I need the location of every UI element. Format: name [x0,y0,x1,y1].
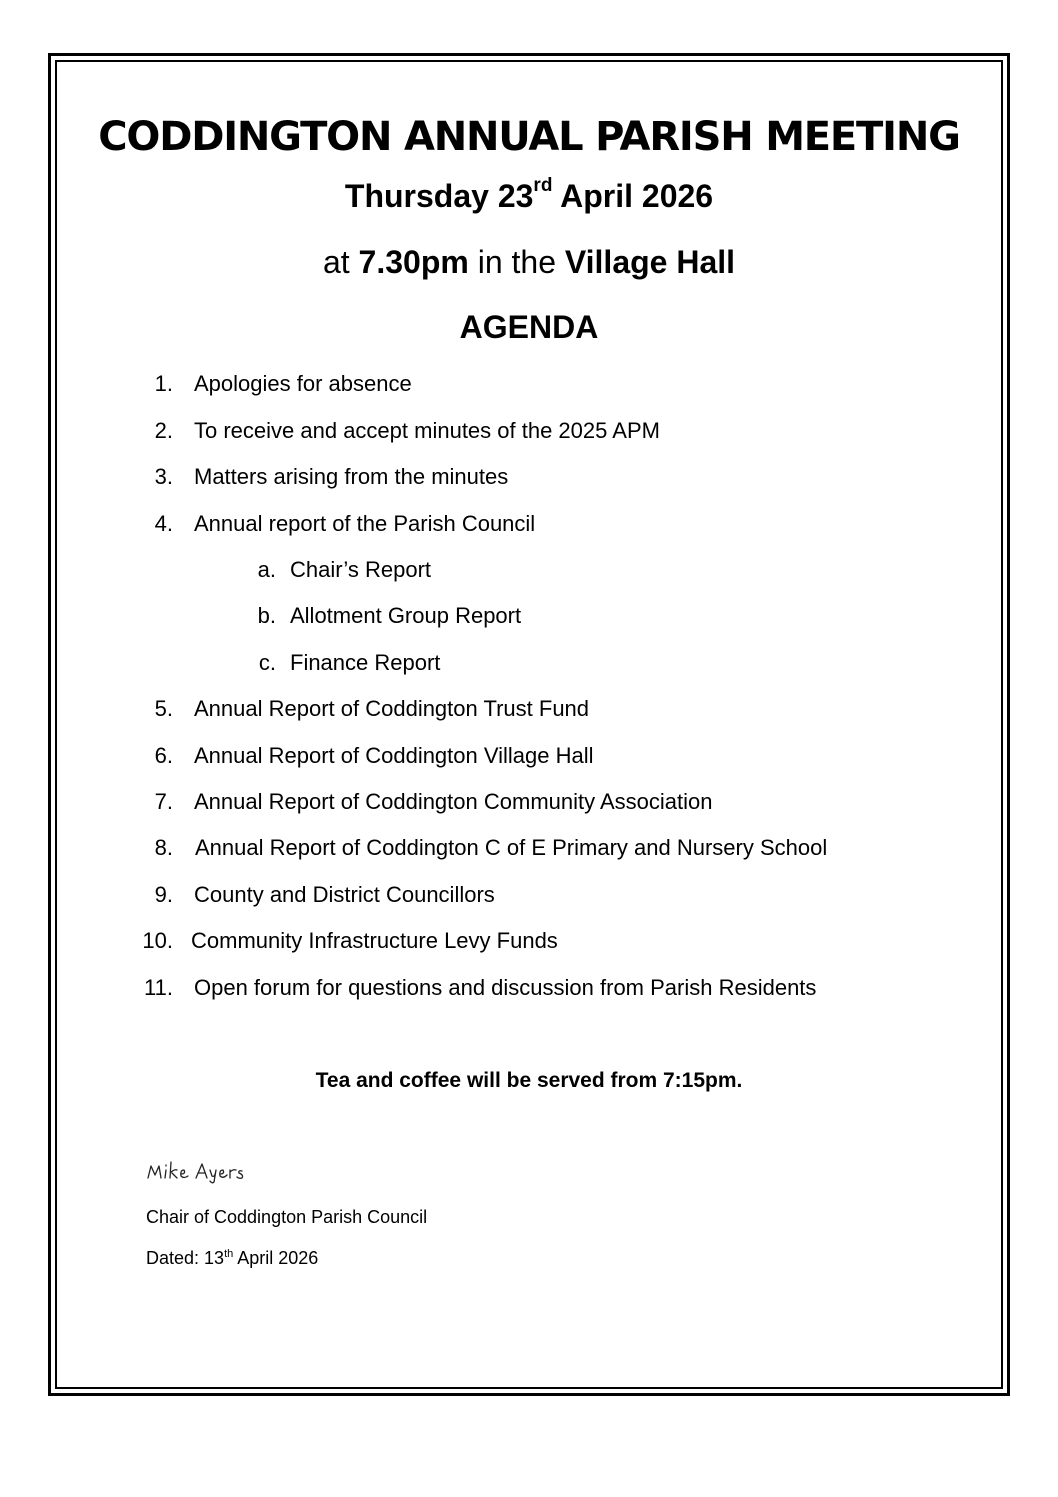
agenda-item-number: 11. [144,975,173,1000]
agenda-item-text: To receive and accept minutes of the 2025 APM [194,418,660,443]
agenda-subitem-letter: a. [257,557,276,582]
agenda-subitem-text: Finance Report [290,650,441,675]
agenda-item-number: 7. [154,789,173,814]
agenda-item-text: Annual Report of Coddington Village Hall [194,743,594,768]
agenda-item-number: 10. [142,928,173,953]
agenda-item-number: 9. [154,882,173,907]
meeting-date [0,174,1058,218]
venue-at: at [322,244,359,280]
agenda-item-text: Annual report of the Parish Council [194,511,536,536]
agenda-item-text: Open forum for questions and discussion from Parish Residents [194,975,817,1000]
agenda-item-number: 5. [154,696,173,721]
agenda-subitem-letter: c. [258,650,276,675]
agenda-item-text: Annual Report of Coddington C of E Primary and Nursery School [195,835,828,860]
date-prefix: Thursday 23 [344,178,534,214]
refreshments-note: Tea and coffee will be served from 7:15pm. [315,1069,743,1092]
dated-rest: April 2026 [233,1248,319,1268]
handwritten-signature [146,1158,276,1184]
agenda-item-text: Annual Report of Coddington Trust Fund [194,696,590,721]
agenda-item-number: 3. [154,464,173,489]
dated-line [146,1245,318,1271]
signatory-role: Chair of Coddington Parish Council [146,1207,428,1227]
agenda-subitem-text: Chair’s Report [290,557,432,582]
agenda-item-number: 1. [154,371,173,396]
venue-time: 7.30pm [358,244,469,280]
agenda-item-text: County and District Councillors [194,882,495,907]
agenda-item-text: Apologies for absence [194,371,412,396]
meeting-venue [0,240,1058,284]
agenda-item-text: Annual Report of Coddington Community Association [194,789,713,814]
date-rest: April 2026 [552,178,714,214]
agenda-item-number: 6. [154,743,173,768]
agenda-item-number: 2. [154,418,173,443]
dated-ordinal: th [224,1248,234,1260]
agenda-heading: AGENDA [459,309,599,345]
date-ordinal: rd [533,175,553,197]
agenda-item-text: Matters arising from the minutes [194,464,509,489]
agenda-item-number: 4. [154,511,173,536]
venue-mid: in the [468,244,565,280]
meeting-title: CODDINGTON ANNUAL PARISH MEETING [98,114,960,160]
dated-label: Dated: 13 [146,1248,225,1268]
agenda-item-text: Community Infrastructure Levy Funds [191,928,558,953]
venue-place: Village Hall [564,244,736,280]
agenda-item-number: 8. [154,835,173,860]
agenda-subitem-letter: b. [257,603,276,628]
agenda-subitem-text: Allotment Group Report [290,603,522,628]
